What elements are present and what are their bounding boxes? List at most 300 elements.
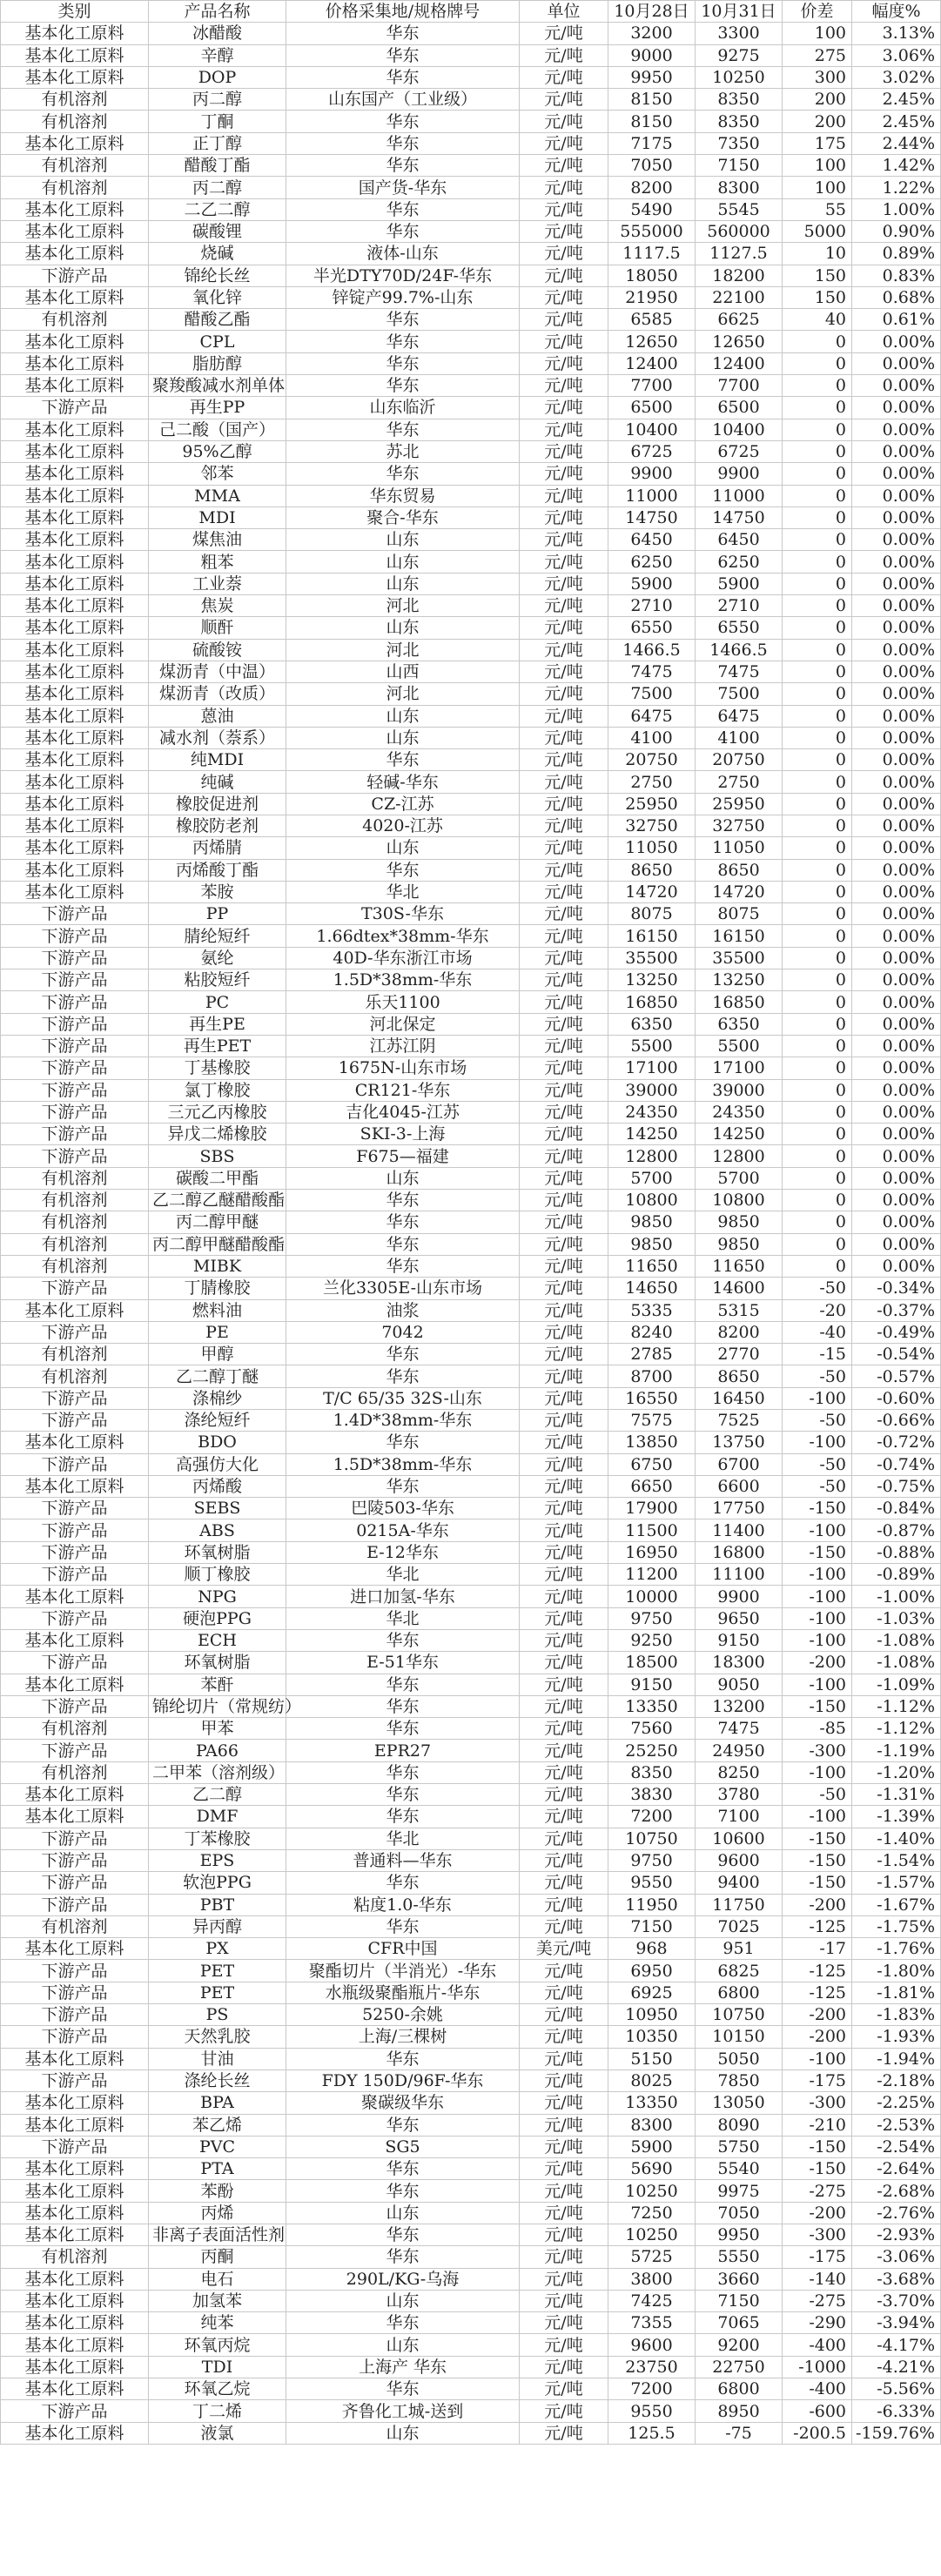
change-cell: 0.00% [852, 1211, 941, 1233]
price-oct28-cell: 6725 [608, 440, 696, 462]
change-cell: 1.00% [852, 198, 941, 220]
price-oct28-cell: 7355 [608, 2312, 696, 2334]
spec-cell: 40D-华东浙江市场 [286, 947, 520, 969]
change-cell: 0.00% [852, 1079, 941, 1101]
diff-cell: -175 [783, 2070, 852, 2091]
price-oct31-cell: 1466.5 [696, 639, 783, 661]
table-row [1, 1410, 941, 1432]
change-cell: -1.75% [852, 1915, 941, 1937]
unit-cell: 元/吨 [520, 1872, 608, 1894]
unit-cell: 元/吨 [520, 397, 608, 419]
spec-cell: 华东 [286, 1806, 520, 1828]
table-row [1, 1167, 941, 1189]
price-oct28-cell: 21950 [608, 286, 696, 308]
spec-cell: 华东 [286, 132, 520, 154]
category-cell: 有机溶剂 [1, 89, 149, 111]
category-cell: 基本化工原料 [1, 2312, 149, 2334]
change-cell: -159.76% [852, 2422, 941, 2444]
price-oct31-cell: 9150 [696, 1629, 783, 1651]
diff-cell: -150 [783, 1849, 852, 1871]
unit-cell: 元/吨 [520, 1695, 608, 1717]
price-oct31-cell: 4100 [696, 727, 783, 748]
table-row [1, 1365, 941, 1387]
category-cell: 下游产品 [1, 1541, 149, 1563]
change-cell: -2.68% [852, 2180, 941, 2202]
spec-cell: 山西 [286, 661, 520, 682]
product-cell: 再生PE [149, 1013, 286, 1035]
category-cell: 下游产品 [1, 1519, 149, 1541]
price-oct31-cell: 6475 [696, 705, 783, 727]
product-cell: 丙二醇甲醚 [149, 1211, 286, 1233]
spec-cell: 山东临沂 [286, 397, 520, 419]
product-cell: 丙烯腈 [149, 837, 286, 859]
change-cell: 0.00% [852, 1013, 941, 1035]
category-cell: 基本化工原料 [1, 837, 149, 859]
unit-cell: 元/吨 [520, 23, 608, 44]
table-row [1, 1894, 941, 1915]
category-cell: 基本化工原料 [1, 198, 149, 220]
spec-cell: 巴陵503-华东 [286, 1498, 520, 1519]
table-row [1, 2004, 941, 2026]
product-cell: 环氧树脂 [149, 1652, 286, 1674]
price-oct28-cell: 5725 [608, 2246, 696, 2268]
spec-cell: 华东 [286, 1211, 520, 1233]
unit-cell: 元/吨 [520, 2158, 608, 2180]
unit-cell: 元/吨 [520, 506, 608, 528]
table-row [1, 2114, 941, 2136]
spec-cell: 华北 [286, 1607, 520, 1629]
diff-cell: 0 [783, 1167, 852, 1189]
category-cell: 有机溶剂 [1, 155, 149, 177]
table-row [1, 2158, 941, 2180]
diff-cell: 0 [783, 1145, 852, 1167]
product-cell: BPA [149, 2092, 286, 2114]
price-oct28-cell: 10350 [608, 2026, 696, 2048]
price-oct28-cell: 10800 [608, 1190, 696, 1211]
product-cell: 燃料油 [149, 1299, 286, 1321]
diff-cell: 300 [783, 66, 852, 88]
price-oct28-cell: 8075 [608, 903, 696, 925]
change-cell: -1.09% [852, 1674, 941, 1695]
category-cell: 基本化工原料 [1, 220, 149, 242]
product-cell: 再生PP [149, 397, 286, 419]
unit-cell: 元/吨 [520, 1321, 608, 1343]
change-cell: -0.88% [852, 1541, 941, 1563]
spec-cell: 华东 [286, 1761, 520, 1783]
change-cell: 3.06% [852, 44, 941, 66]
spec-cell: 华东 [286, 2048, 520, 2070]
spec-cell: 华东 [286, 1233, 520, 1255]
diff-cell: -200 [783, 1894, 852, 1915]
table-row [1, 903, 941, 925]
diff-cell: -50 [783, 1784, 852, 1806]
table-row [1, 1453, 941, 1475]
spec-cell: 华东 [286, 1344, 520, 1365]
spec-cell: 普通料—华东 [286, 1849, 520, 1871]
price-oct28-cell: 8240 [608, 1321, 696, 1343]
product-cell: 硬泡PPG [149, 1607, 286, 1629]
diff-cell: -125 [783, 1982, 852, 2003]
diff-cell: -150 [783, 1872, 852, 1894]
unit-cell: 元/吨 [520, 1344, 608, 1365]
price-oct28-cell: 13850 [608, 1432, 696, 1453]
price-oct31-cell: 7475 [696, 661, 783, 682]
price-oct31-cell: 8650 [696, 859, 783, 881]
price-oct28-cell: 125.5 [608, 2422, 696, 2444]
table-row [1, 1607, 941, 1629]
spec-cell: CZ-江苏 [286, 793, 520, 815]
table-row [1, 309, 941, 331]
price-oct31-cell: 9900 [696, 1586, 783, 1607]
price-oct28-cell: 968 [608, 1938, 696, 1960]
spec-cell: 乐天1100 [286, 991, 520, 1013]
diff-cell: -150 [783, 2158, 852, 2180]
category-cell: 基本化工原料 [1, 1299, 149, 1321]
diff-cell: 0 [783, 749, 852, 771]
unit-cell: 元/吨 [520, 903, 608, 925]
change-cell: 0.00% [852, 1145, 941, 1167]
spec-cell: CR121-华东 [286, 1079, 520, 1101]
spec-cell: 0215A-华东 [286, 1519, 520, 1541]
category-cell: 有机溶剂 [1, 1167, 149, 1189]
diff-cell: 0 [783, 1124, 852, 1145]
change-cell: -0.66% [852, 1410, 941, 1432]
spec-cell: 华东 [286, 2180, 520, 2202]
table-row [1, 286, 941, 308]
change-cell: -1.19% [852, 1740, 941, 1761]
spec-cell: 华东 [286, 111, 520, 132]
unit-cell: 元/吨 [520, 2422, 608, 2444]
unit-cell: 元/吨 [520, 639, 608, 661]
change-cell: 0.00% [852, 551, 941, 573]
change-cell: 0.90% [852, 220, 941, 242]
price-oct28-cell: 1466.5 [608, 639, 696, 661]
change-cell: -2.76% [852, 2202, 941, 2224]
product-cell: 苯酚 [149, 2180, 286, 2202]
table-row [1, 2224, 941, 2245]
header-diff: 价差 [783, 1, 852, 23]
diff-cell: 0 [783, 352, 852, 374]
change-cell: 0.00% [852, 1124, 941, 1145]
spec-cell: 1.4D*38mm-华东 [286, 1410, 520, 1432]
spec-cell: 华东 [286, 155, 520, 177]
price-oct28-cell: 5150 [608, 2048, 696, 2070]
spec-cell: 华东 [286, 2312, 520, 2334]
spec-cell: 河北 [286, 683, 520, 705]
product-cell: 再生PET [149, 1035, 286, 1057]
table-row [1, 2290, 941, 2311]
header-spec: 价格采集地/规格牌号 [286, 1, 520, 23]
price-oct31-cell: 7525 [696, 1410, 783, 1432]
price-oct28-cell: 7425 [608, 2290, 696, 2311]
unit-cell: 元/吨 [520, 2246, 608, 2268]
unit-cell: 元/吨 [520, 1278, 608, 1299]
table-row [1, 1872, 941, 1894]
change-cell: 0.00% [852, 991, 941, 1013]
table-row [1, 1806, 941, 1828]
price-oct31-cell: 6800 [696, 2378, 783, 2400]
price-oct31-cell: 8250 [696, 1761, 783, 1783]
table-row [1, 1718, 941, 1740]
change-cell: 0.00% [852, 1233, 941, 1255]
table-row [1, 397, 941, 419]
price-oct28-cell: 12800 [608, 1145, 696, 1167]
product-cell: 顺酐 [149, 617, 286, 639]
price-oct28-cell: 13350 [608, 2092, 696, 2114]
price-oct31-cell: 5315 [696, 1299, 783, 1321]
diff-cell: -1000 [783, 2356, 852, 2378]
category-cell: 有机溶剂 [1, 1255, 149, 1277]
header-row [1, 1, 941, 23]
price-oct28-cell: 24350 [608, 1101, 696, 1123]
diff-cell: -200 [783, 2202, 852, 2224]
price-oct28-cell: 5335 [608, 1299, 696, 1321]
unit-cell: 元/吨 [520, 1190, 608, 1211]
change-cell: 0.00% [852, 837, 941, 859]
change-cell: 0.00% [852, 440, 941, 462]
diff-cell: 0 [783, 1101, 852, 1123]
unit-cell: 元/吨 [520, 44, 608, 66]
diff-cell: 0 [783, 1057, 852, 1079]
category-cell: 有机溶剂 [1, 1365, 149, 1387]
product-cell: 纯苯 [149, 2312, 286, 2334]
spec-cell: 聚碳级华东 [286, 2092, 520, 2114]
price-oct28-cell: 11000 [608, 485, 696, 506]
diff-cell: -100 [783, 1761, 852, 1783]
table-row [1, 1938, 941, 1960]
diff-cell: -275 [783, 2290, 852, 2311]
product-cell: 橡胶促进剂 [149, 793, 286, 815]
table-row [1, 2246, 941, 2268]
diff-cell: 150 [783, 286, 852, 308]
price-oct31-cell: 6250 [696, 551, 783, 573]
category-cell: 有机溶剂 [1, 1915, 149, 1937]
diff-cell: 40 [783, 309, 852, 331]
diff-cell: -100 [783, 1564, 852, 1586]
category-cell: 基本化工原料 [1, 352, 149, 374]
spec-cell: 山东 [286, 617, 520, 639]
product-cell: PE [149, 1321, 286, 1343]
unit-cell: 美元/吨 [520, 1938, 608, 1960]
change-cell: 0.00% [852, 1255, 941, 1277]
price-oct28-cell: 6500 [608, 397, 696, 419]
price-oct28-cell: 10400 [608, 419, 696, 440]
price-oct28-cell: 7175 [608, 132, 696, 154]
product-cell: 环氧树脂 [149, 1541, 286, 1563]
diff-cell: 0 [783, 727, 852, 748]
price-oct31-cell: 951 [696, 1938, 783, 1960]
price-oct28-cell: 8150 [608, 111, 696, 132]
price-oct28-cell: 9000 [608, 44, 696, 66]
price-oct28-cell: 7250 [608, 2202, 696, 2224]
unit-cell: 元/吨 [520, 991, 608, 1013]
price-oct31-cell: 6625 [696, 309, 783, 331]
spec-cell: 华东 [286, 23, 520, 44]
spec-cell: 1.5D*38mm-华东 [286, 1453, 520, 1475]
price-oct28-cell: 39000 [608, 1079, 696, 1101]
diff-cell: -400 [783, 2378, 852, 2400]
diff-cell: -50 [783, 1475, 852, 1497]
price-oct28-cell: 8150 [608, 89, 696, 111]
change-cell: -1.76% [852, 1938, 941, 1960]
product-cell: 丁酮 [149, 111, 286, 132]
price-oct31-cell: 7475 [696, 1718, 783, 1740]
product-cell: 异丙醇 [149, 1915, 286, 1937]
diff-cell: -600 [783, 2400, 852, 2422]
product-cell: 纯MDI [149, 749, 286, 771]
category-cell: 有机溶剂 [1, 1761, 149, 1783]
change-cell: 0.00% [852, 727, 941, 748]
table-row [1, 1629, 941, 1651]
unit-cell: 元/吨 [520, 1564, 608, 1586]
price-oct31-cell: 5545 [696, 198, 783, 220]
spec-cell: EPR27 [286, 1740, 520, 1761]
product-cell: 软泡PPG [149, 1872, 286, 1894]
table-row [1, 1498, 941, 1519]
product-cell: PA66 [149, 1740, 286, 1761]
table-row [1, 66, 941, 88]
spec-cell: 华东 [286, 419, 520, 440]
price-oct28-cell: 9950 [608, 66, 696, 88]
unit-cell: 元/吨 [520, 2180, 608, 2202]
price-oct31-cell: 35500 [696, 947, 783, 969]
product-cell: PX [149, 1938, 286, 1960]
change-cell: 0.68% [852, 286, 941, 308]
unit-cell: 元/吨 [520, 419, 608, 440]
category-cell: 基本化工原料 [1, 639, 149, 661]
header-date1: 10月28日 [608, 1, 696, 23]
product-cell: 氧化锌 [149, 286, 286, 308]
spec-cell: 1.66dtex*38mm-华东 [286, 925, 520, 947]
spec-cell: 华东 [286, 198, 520, 220]
price-oct28-cell: 11050 [608, 837, 696, 859]
spec-cell: 河北 [286, 595, 520, 617]
change-cell: 0.00% [852, 969, 941, 991]
table-row [1, 2378, 941, 2400]
unit-cell: 元/吨 [520, 859, 608, 881]
unit-cell: 元/吨 [520, 243, 608, 265]
price-oct28-cell: 12400 [608, 352, 696, 374]
price-oct28-cell: 5900 [608, 2136, 696, 2157]
change-cell: 0.00% [852, 1101, 941, 1123]
product-cell: 辛醇 [149, 44, 286, 66]
price-oct31-cell: 10400 [696, 419, 783, 440]
product-cell: BDO [149, 1432, 286, 1453]
product-cell: SEBS [149, 1498, 286, 1519]
price-oct28-cell: 5700 [608, 1167, 696, 1189]
unit-cell: 元/吨 [520, 352, 608, 374]
price-oct31-cell: 10600 [696, 1828, 783, 1849]
diff-cell: 100 [783, 23, 852, 44]
change-cell: 0.00% [852, 397, 941, 419]
product-cell: 脂肪醇 [149, 352, 286, 374]
table-row [1, 1960, 941, 1982]
table-row [1, 1145, 941, 1167]
table-row [1, 1124, 941, 1145]
table-row [1, 573, 941, 594]
change-cell: 0.00% [852, 705, 941, 727]
change-cell: -1.83% [852, 2004, 941, 2026]
change-cell: 0.00% [852, 331, 941, 352]
product-cell: 乙二醇 [149, 1784, 286, 1806]
diff-cell: 100 [783, 155, 852, 177]
price-oct31-cell: 8650 [696, 1365, 783, 1387]
price-oct31-cell: 16150 [696, 925, 783, 947]
diff-cell: 200 [783, 111, 852, 132]
product-cell: 碳酸锂 [149, 220, 286, 242]
diff-cell: 0 [783, 661, 852, 682]
spec-cell: 轻碱-华东 [286, 771, 520, 793]
spec-cell: T30S-华东 [286, 903, 520, 925]
category-cell: 下游产品 [1, 991, 149, 1013]
category-cell: 基本化工原料 [1, 1629, 149, 1651]
price-oct31-cell: 7150 [696, 155, 783, 177]
price-oct31-cell: 9600 [696, 1849, 783, 1871]
spec-cell: 华东 [286, 463, 520, 485]
spec-cell: 水瓶级聚酯瓶片-华东 [286, 1982, 520, 2003]
table-row [1, 727, 941, 748]
unit-cell: 元/吨 [520, 309, 608, 331]
price-oct31-cell: 13250 [696, 969, 783, 991]
unit-cell: 元/吨 [520, 1894, 608, 1915]
table-row [1, 881, 941, 902]
price-oct28-cell: 13350 [608, 1695, 696, 1717]
table-row [1, 506, 941, 528]
price-oct28-cell: 8650 [608, 859, 696, 881]
category-cell: 有机溶剂 [1, 1718, 149, 1740]
price-oct28-cell: 3200 [608, 23, 696, 44]
unit-cell: 元/吨 [520, 727, 608, 748]
unit-cell: 元/吨 [520, 837, 608, 859]
price-oct28-cell: 8025 [608, 2070, 696, 2091]
change-cell: -0.75% [852, 1475, 941, 1497]
spec-cell: 华东 [286, 2158, 520, 2180]
product-cell: 苯乙烯 [149, 2114, 286, 2136]
product-cell: 涤纶短纤 [149, 1410, 286, 1432]
diff-cell: -200 [783, 1652, 852, 1674]
spec-cell: 华东 [286, 1718, 520, 1740]
unit-cell: 元/吨 [520, 947, 608, 969]
price-oct31-cell: 13050 [696, 2092, 783, 2114]
product-cell: 碳酸二甲酯 [149, 1167, 286, 1189]
category-cell: 下游产品 [1, 1124, 149, 1145]
price-oct28-cell: 6925 [608, 1982, 696, 2003]
change-cell: -1.20% [852, 1761, 941, 1783]
change-cell: -1.54% [852, 1849, 941, 1871]
table-row [1, 2136, 941, 2157]
price-oct28-cell: 6650 [608, 1475, 696, 1497]
unit-cell: 元/吨 [520, 2400, 608, 2422]
product-cell: PET [149, 1982, 286, 2003]
price-oct31-cell: 2710 [696, 595, 783, 617]
unit-cell: 元/吨 [520, 1013, 608, 1035]
price-oct28-cell: 18050 [608, 265, 696, 286]
spec-cell: 华东 [286, 2246, 520, 2268]
change-cell: 0.00% [852, 661, 941, 682]
price-oct31-cell: 9900 [696, 463, 783, 485]
spec-cell: 上海产 华东 [286, 2356, 520, 2378]
category-cell: 基本化工原料 [1, 23, 149, 44]
table-row [1, 595, 941, 617]
table-row [1, 2268, 941, 2290]
category-cell: 下游产品 [1, 1035, 149, 1057]
header-change: 幅度% [852, 1, 941, 23]
unit-cell: 元/吨 [520, 2312, 608, 2334]
price-oct28-cell: 5490 [608, 198, 696, 220]
price-oct28-cell: 23750 [608, 2356, 696, 2378]
price-oct28-cell: 10000 [608, 1586, 696, 1607]
product-cell: PTA [149, 2158, 286, 2180]
